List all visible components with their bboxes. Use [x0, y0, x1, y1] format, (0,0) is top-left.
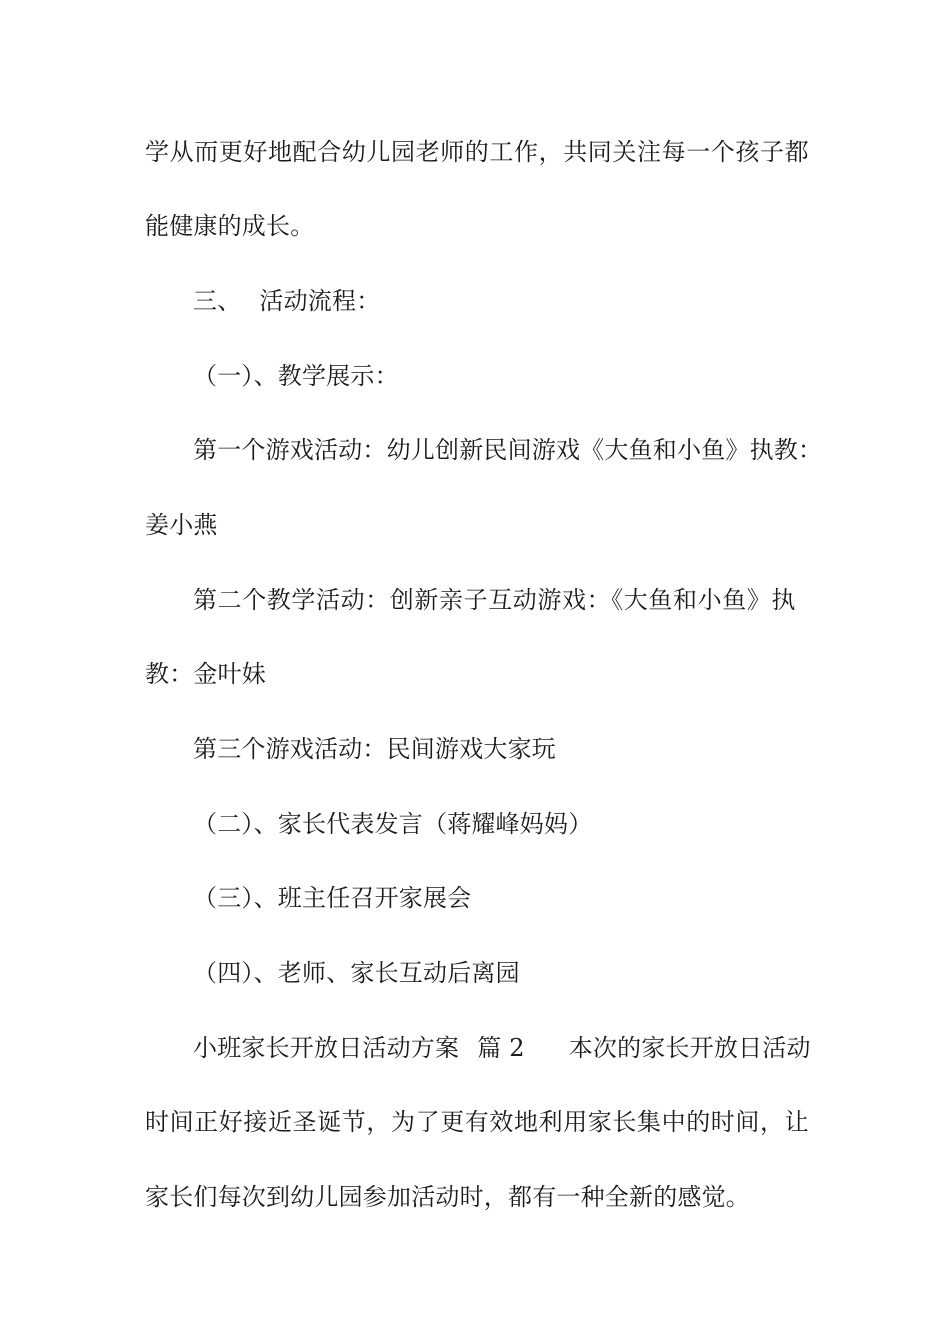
activity-line-1: 第一个游戏活动：幼儿创新民间游戏《大鱼和小鱼》执教： — [193, 436, 823, 464]
article-title: 小班家长开放日活动方案 — [193, 1034, 460, 1062]
subsection-heading-2: （二）、家长代表发言（蒋耀峰妈妈） — [193, 810, 593, 838]
activity-line-2: 第二个教学活动：创新亲子互动游戏：《大鱼和小鱼》执 — [193, 586, 796, 614]
article-paragraph-line-3: 家长们每次到幼儿园参加活动时，都有一种全新的感觉。 — [145, 1183, 750, 1211]
article-intro: 本次的家长开放日活动 — [568, 1034, 811, 1062]
subsection-heading-1: （一）、教学展示： — [193, 362, 399, 390]
activity-line-2-cont: 教：金叶妹 — [145, 660, 266, 688]
activity-line-1-cont: 姜小燕 — [145, 511, 218, 539]
section-heading — [193, 287, 380, 315]
activity-line-3: 第三个游戏活动：民间游戏大家玩 — [193, 735, 556, 763]
section-number: 三、 — [193, 287, 242, 315]
paragraph-line-1: 学从而更好地配合幼儿园老师的工作，共同关注每一个孩子都 — [145, 138, 810, 166]
article-heading-line — [193, 1034, 811, 1062]
paragraph-line-2: 能健康的成长。 — [145, 212, 315, 240]
article-number: 篇 2 — [477, 1034, 525, 1062]
subsection-heading-3: （三）、班主任召开家展会 — [193, 884, 472, 912]
subsection-heading-4: （四）、老师、家长互动后离园 — [193, 959, 520, 987]
article-paragraph-line-2: 时间正好接近圣诞节，为了更有效地利用家长集中的时间，让 — [145, 1108, 810, 1136]
section-title: 活动流程： — [259, 287, 381, 315]
